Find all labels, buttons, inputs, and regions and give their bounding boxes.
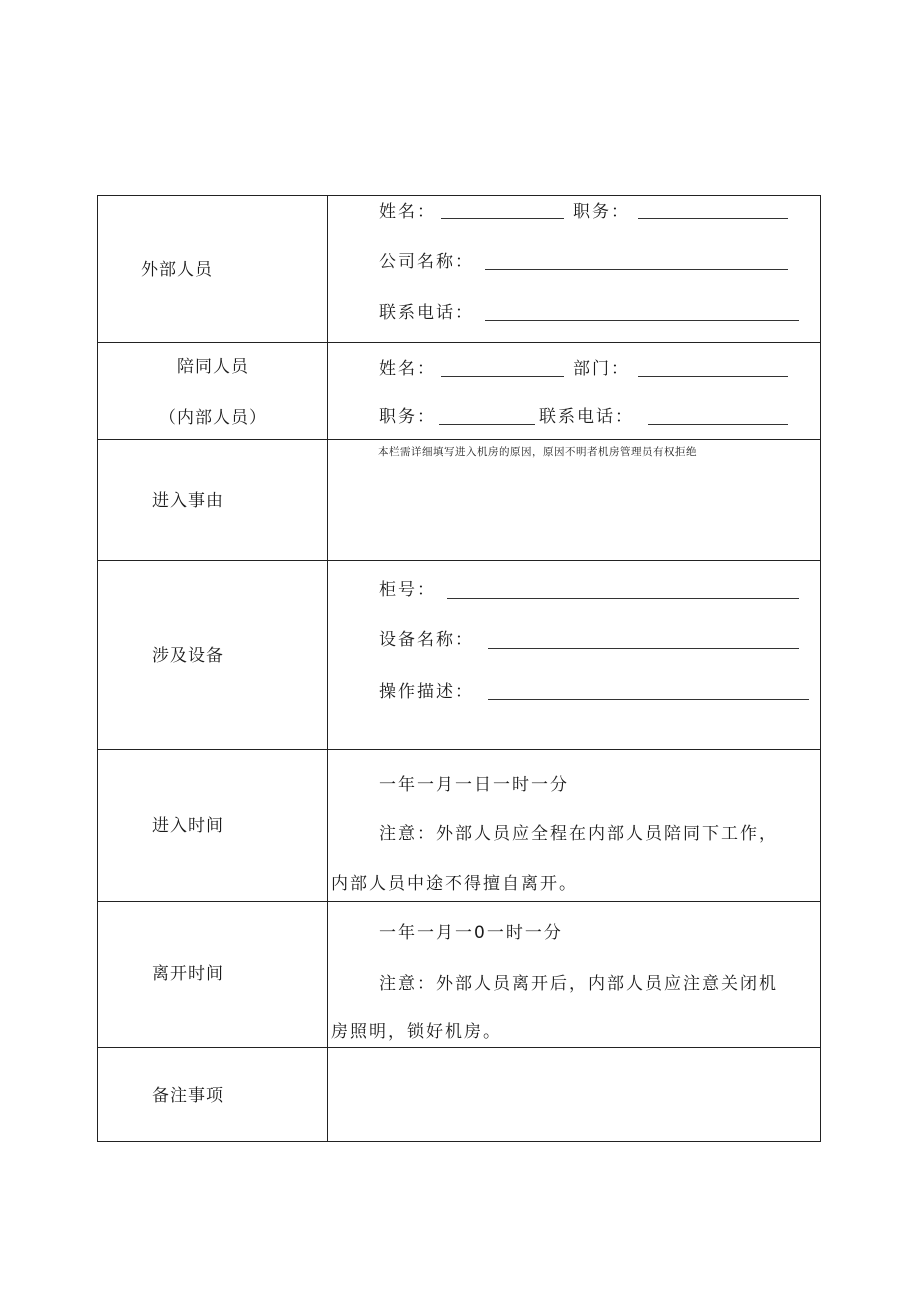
row-divider — [98, 1047, 820, 1048]
company-name-field[interactable] — [485, 269, 788, 270]
row-divider — [98, 901, 820, 902]
external-phone-field[interactable] — [485, 320, 799, 321]
device-name-field[interactable] — [488, 648, 799, 649]
external-name-field[interactable] — [441, 218, 564, 219]
escort-name-label: 姓名： — [379, 359, 436, 379]
entry-note-line2: 内部人员中途不得擅自离开。 — [331, 874, 578, 894]
escort-label: 陪同人员 — [177, 357, 249, 377]
external-personnel-label: 外部人员 — [141, 260, 213, 280]
escort-dept-field[interactable] — [638, 376, 788, 377]
remarks-input-area[interactable] — [329, 1049, 819, 1141]
escort-position-label: 职务： — [379, 407, 436, 427]
escort-position-field[interactable] — [439, 424, 535, 425]
entry-reason-hint: 本栏需详细填写进入机房的原因，原因不明者机房管理员有权拒绝 — [378, 446, 697, 458]
external-phone-label: 联系电话： — [379, 303, 474, 323]
escort-phone-label: 联系电话： — [539, 407, 634, 427]
machine-room-entry-form — [97, 195, 821, 1142]
escort-dept-label: 部门： — [573, 359, 630, 379]
entry-reason-label: 进入事由 — [152, 491, 224, 511]
exit-time-label: 离开时间 — [152, 964, 224, 984]
escort-phone-field[interactable] — [648, 424, 788, 425]
row-divider — [98, 749, 820, 750]
row-divider — [98, 342, 820, 343]
remarks-label: 备注事项 — [152, 1086, 224, 1106]
external-position-label: 职务： — [573, 202, 630, 222]
equipment-label: 涉及设备 — [152, 646, 224, 666]
external-name-label: 姓名： — [379, 202, 436, 222]
exit-datetime-field[interactable]: 一年一月一0一时一分 — [379, 923, 563, 943]
exit-note-line2: 房照明，锁好机房。 — [331, 1022, 502, 1042]
operation-description-label: 操作描述： — [379, 682, 474, 702]
escort-name-field[interactable] — [441, 376, 564, 377]
entry-datetime-field[interactable]: 一年一月一日一时一分 — [379, 775, 569, 795]
escort-label-internal: （内部人员） — [159, 408, 267, 428]
entry-reason-input-area[interactable] — [329, 460, 819, 556]
external-position-field[interactable] — [638, 218, 788, 219]
row-divider — [98, 560, 820, 561]
device-name-label: 设备名称： — [379, 630, 474, 650]
exit-note-line1: 注意：外部人员离开后，内部人员应注意关闭机 — [379, 974, 778, 994]
company-name-label: 公司名称： — [379, 252, 474, 272]
entry-note-line1: 注意：外部人员应全程在内部人员陪同下工作， — [379, 824, 778, 844]
operation-description-field[interactable] — [488, 699, 809, 700]
entry-time-label: 进入时间 — [152, 816, 224, 836]
column-divider — [327, 196, 328, 1141]
row-divider — [98, 439, 820, 440]
cabinet-number-field[interactable] — [447, 598, 799, 599]
cabinet-number-label: 柜号： — [379, 580, 436, 600]
